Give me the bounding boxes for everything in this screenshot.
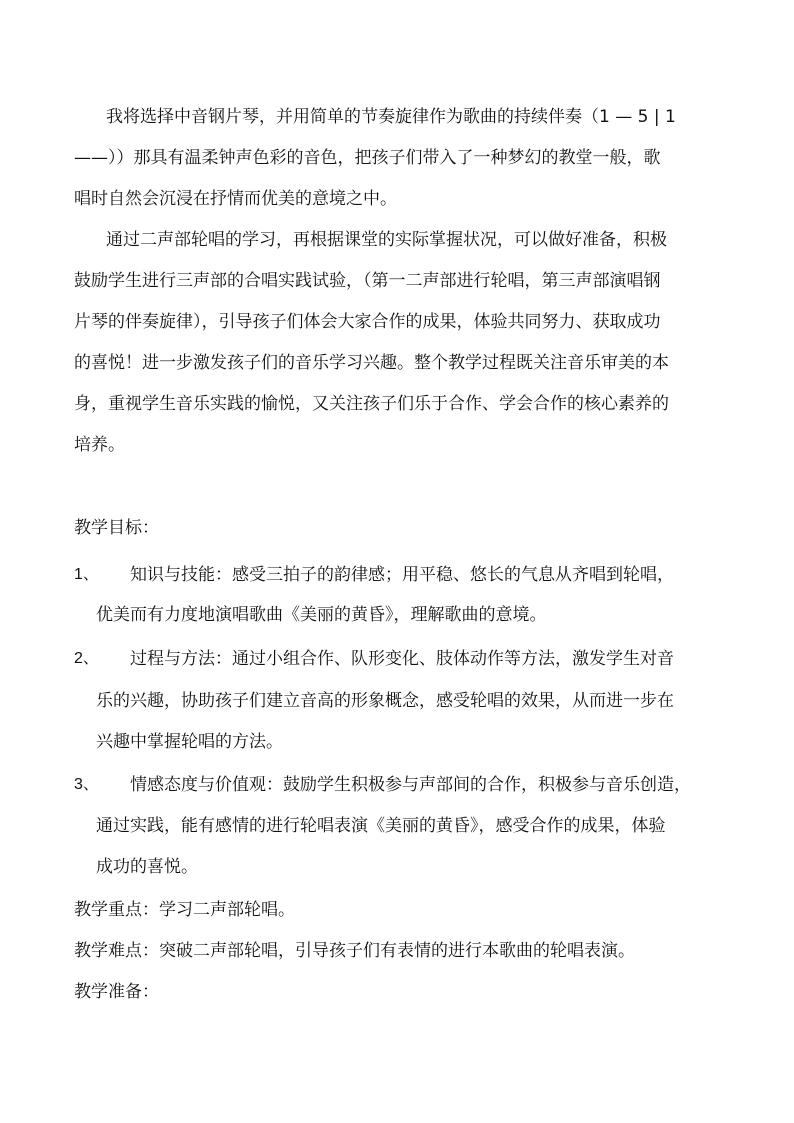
intro-para2-line1: 通过二声部轮唱的学习，再根据课堂的实际掌握状况，可以做好准备，积极 [106, 230, 667, 250]
objective-1-number: 1、 [74, 566, 99, 583]
difficulty: 教学难点：突破二声部轮唱，引导孩子们有表情的进行本歌曲的轮唱表演。 [74, 941, 635, 961]
intro-para1-line2: ——））那具有温柔钟声色彩的音色，把孩子们带入了一种梦幻的教堂一般，歌 [74, 148, 661, 168]
intro-para1-line3: 唱时自然会沉浸在抒情而优美的意境之中。 [74, 189, 397, 209]
objective-1-line1: 知识与技能：感受三拍子的韵律感；用平稳、悠长的气息从齐唱到轮唱， [130, 565, 674, 585]
objective-3-line1: 情感态度与价值观：鼓励学生积极参与声部间的合作，积极参与音乐创造， [130, 775, 691, 795]
objective-1-line2: 优美而有力度地演唱歌曲《美丽的黄昏》，理解歌曲的意境。 [96, 605, 547, 625]
intro-para2-line4: 的喜悦！进一步激发孩子们的音乐学习兴趣。整个教学过程既关注音乐审美的本 [74, 353, 669, 373]
intro-para2-line2: 鼓励学生进行三声部的合唱实践试验，（第一二声部进行轮唱，第三声部演唱钢 [74, 271, 661, 291]
objective-3-line3: 成功的喜悦。 [96, 857, 198, 877]
objective-2-line3: 兴趣中掌握轮唱的方法。 [96, 732, 283, 752]
intro-para2-line5: 身，重视学生音乐实践的愉悦，又关注孩子们乐于合作、学会合作的核心素养的 [74, 394, 669, 414]
key-point: 教学重点：学习二声部轮唱。 [74, 900, 295, 920]
objective-2-line1: 过程与方法：通过小组合作、队形变化、肢体动作等方法，激发学生对音 [130, 649, 674, 669]
intro-para2-line3: 片琴的伴奏旋律），引导孩子们体会大家合作的成果，体验共同努力、获取成功 [74, 312, 661, 332]
objective-3-number: 3、 [74, 776, 99, 793]
objective-3-line2: 通过实践，能有感情的进行轮唱表演《美丽的黄昏》，感受合作的成果，体验 [96, 816, 666, 836]
objectives-heading: 教学目标： [74, 518, 159, 538]
objective-2-line2: 乐的兴趣，协助孩子们建立音高的形象概念，感受轮唱的效果，从而进一步在 [96, 691, 674, 711]
intro-para2-line6: 培养。 [74, 435, 125, 455]
preparation-heading: 教学准备： [74, 982, 159, 1002]
intro-para1-line1: 我将选择中音钢片琴，并用简单的节奏旋律作为歌曲的持续伴奏（1 — 5 | 1 [106, 107, 676, 127]
objective-2-number: 2、 [74, 650, 99, 667]
